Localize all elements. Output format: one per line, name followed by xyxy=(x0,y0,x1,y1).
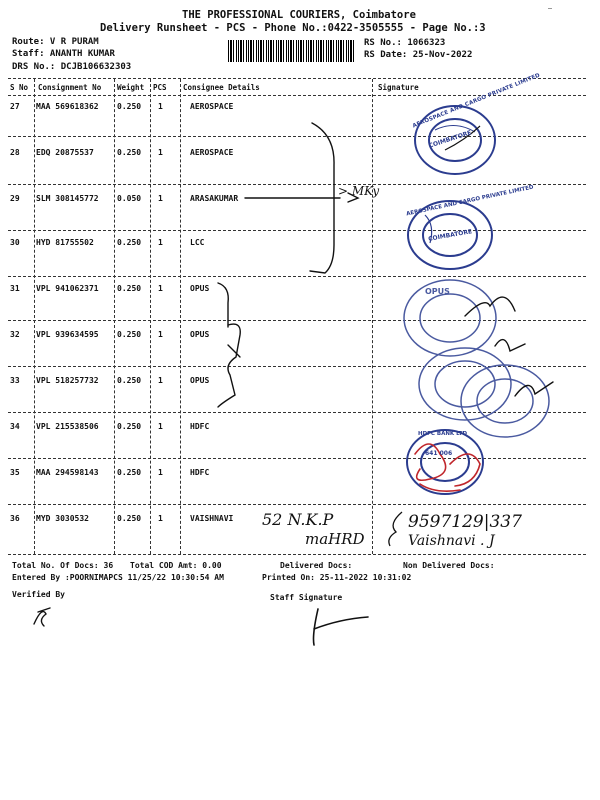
opus-stamp-label: OPUS xyxy=(425,287,450,296)
row-weight: 0.050 xyxy=(117,194,142,203)
row-consignment: VPL 939634595 xyxy=(36,330,99,339)
company-name: THE PROFESSIONAL COURIERS, Coimbatore xyxy=(182,9,416,21)
stamp1-ring: AEROSPACE AND CARGO PRIVATE LIMITED xyxy=(411,72,542,130)
barcode xyxy=(228,40,356,62)
delivered-docs: Delivered Docs: xyxy=(280,561,353,570)
col-header-pcs: PCS xyxy=(153,83,167,92)
row-pcs: 1 xyxy=(158,376,163,385)
col-header-sno: S No xyxy=(10,83,29,92)
row-consignee: VAISHNAVI xyxy=(190,514,234,523)
row-consignee: AEROSPACE xyxy=(190,148,234,157)
row-consignee: HDFC xyxy=(190,422,210,431)
row-consignment: VPL 941062371 xyxy=(36,284,99,293)
stamp2-ring: AEROSPACE AND CARGO PRIVATE LIMITED xyxy=(405,184,535,218)
staff-label: Staff: ANANTH KUMAR xyxy=(12,49,115,59)
row-sno: 30 xyxy=(10,238,20,247)
hdfc-stamp-ring: HDFC BANK LTD xyxy=(418,431,468,437)
row-weight: 0.250 xyxy=(117,102,142,111)
row-weight: 0.250 xyxy=(117,514,142,523)
row-weight: 0.250 xyxy=(117,468,142,477)
row-sno: 29 xyxy=(10,194,20,203)
row-sno: 27 xyxy=(10,102,20,111)
row-consignment: HYD 81755502 xyxy=(36,238,94,247)
row-consignment: SLM 308145772 xyxy=(36,194,99,203)
row-consignment: EDQ 20875537 xyxy=(36,148,94,157)
col-header-signature: Signature xyxy=(378,83,419,92)
row-pcs: 1 xyxy=(158,514,163,523)
row-weight: 0.250 xyxy=(117,238,142,247)
row-consignment: VPL 518257732 xyxy=(36,376,99,385)
staff-signature-label: Staff Signature xyxy=(270,593,343,602)
row-weight: 0.250 xyxy=(117,284,142,293)
row-pcs: 1 xyxy=(158,238,163,247)
row-pcs: 1 xyxy=(158,194,163,203)
row-pcs: 1 xyxy=(158,468,163,477)
row-consignment: MYD 3030532 xyxy=(36,514,89,523)
row-sno: 36 xyxy=(10,514,20,523)
row-consignment: MAA 569618362 xyxy=(36,102,99,111)
row-pcs: 1 xyxy=(158,284,163,293)
row36-bracket xyxy=(380,508,410,548)
handwritten-phone: 9597129|337 xyxy=(408,512,522,532)
row-pcs: 1 xyxy=(158,422,163,431)
row-consignee: ARASAKUMAR xyxy=(190,194,239,203)
row-sno: 32 xyxy=(10,330,20,339)
row-sno: 34 xyxy=(10,422,20,431)
row-sno: 33 xyxy=(10,376,20,385)
row-weight: 0.250 xyxy=(117,330,142,339)
rs-date: RS Date: 25-Nov-2022 xyxy=(364,50,473,60)
non-delivered-docs: Non Delivered Docs: xyxy=(403,561,495,570)
handwritten-address-line2: maHRD xyxy=(305,530,365,548)
scan-speck xyxy=(548,8,552,9)
row-sno: 28 xyxy=(10,148,20,157)
stamp2-center: COIMBATORE xyxy=(427,228,473,243)
row-weight: 0.250 xyxy=(117,376,142,385)
handwritten-row29-note: > MKy xyxy=(338,184,380,198)
row-consignee: AEROSPACE xyxy=(190,102,234,111)
row-weight: 0.250 xyxy=(117,422,142,431)
row-consignment: MAA 294598143 xyxy=(36,468,99,477)
row-sno: 35 xyxy=(10,468,20,477)
handwritten-address-line1: 52 N.K.P xyxy=(262,510,334,529)
verified-by-label: Verified By xyxy=(12,590,65,599)
table-top-border xyxy=(8,78,586,79)
col-header-weight: Weight xyxy=(117,83,145,92)
row-weight: 0.250 xyxy=(117,148,142,157)
entered-by: Entered By :POORNIMAPCS 11/25/22 10:30:54 AM xyxy=(12,573,224,582)
row-consignee: OPUS xyxy=(190,284,210,293)
verifier-signature xyxy=(28,604,58,630)
row-consignment: VPL 215538506 xyxy=(36,422,99,431)
hdfc-stamp-center: 641 006 xyxy=(425,450,453,457)
total-cod: Total COD Amt: 0.00 xyxy=(130,561,222,570)
row-consignee: OPUS xyxy=(190,330,210,339)
stamp1-center: COIMBATORE xyxy=(428,129,473,150)
col-header-consignment: Consignment No xyxy=(38,83,102,92)
sheet-title: Delivery Runsheet - PCS - Phone No.:0422-3505555 - Page No.:3 xyxy=(100,22,486,34)
total-docs: Total No. Of Docs: 36 xyxy=(12,561,114,570)
row-sno: 31 xyxy=(10,284,20,293)
row-pcs: 1 xyxy=(158,102,163,111)
col-header-consignee: Consignee Details xyxy=(183,83,260,92)
rs-number: RS No.: 1066323 xyxy=(364,38,446,48)
row-consignee: OPUS xyxy=(190,376,210,385)
drs-number: DRS No.: DCJB106632303 xyxy=(12,62,132,72)
route-label: Route: V R PURAM xyxy=(12,37,99,47)
staff-signature xyxy=(300,605,380,650)
printed-on: Printed On: 25-11-2022 10:31:02 xyxy=(262,573,412,582)
row-consignee: HDFC xyxy=(190,468,210,477)
row-pcs: 1 xyxy=(158,330,163,339)
handwritten-name: Vaishnavi . J xyxy=(408,533,495,549)
row-pcs: 1 xyxy=(158,148,163,157)
row-consignee: LCC xyxy=(190,238,205,247)
